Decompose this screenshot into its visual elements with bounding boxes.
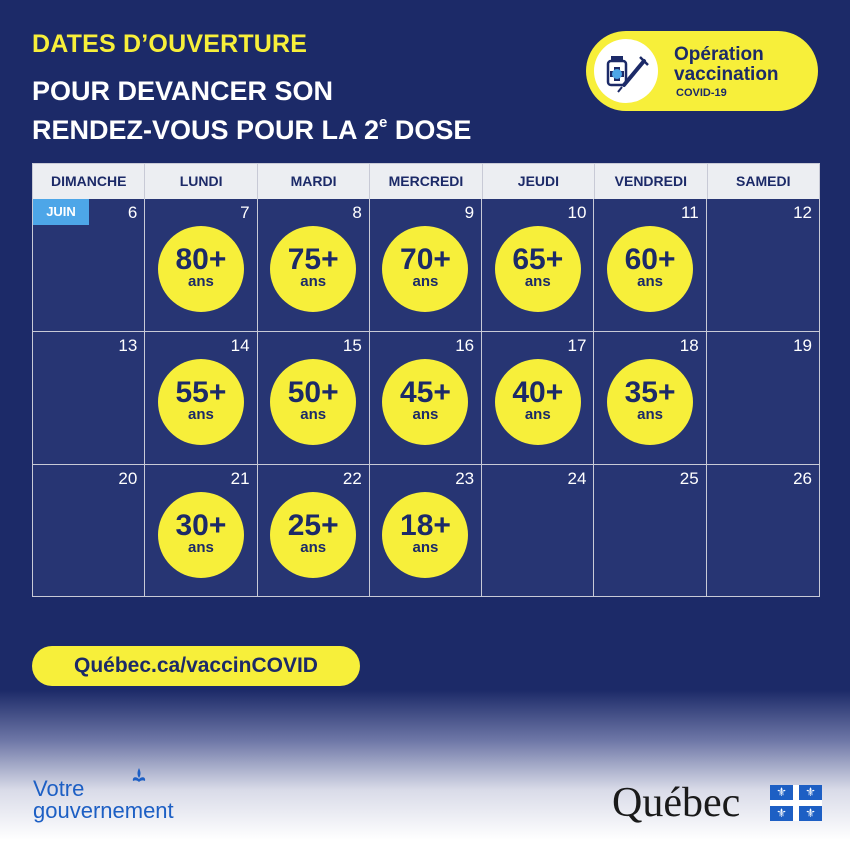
calendar-day-cell: [370, 464, 482, 596]
calendar-day-cell: [370, 331, 482, 463]
calendar-day-cell: [594, 464, 706, 596]
headline-line-2-text: RENDEZ-VOUS POUR LA 2: [32, 115, 380, 145]
badge-line-3: COVID-19: [676, 87, 727, 99]
day-number: 15: [342, 336, 362, 356]
calendar-day-cell: [594, 331, 706, 463]
calendar-day-cell: [707, 331, 819, 463]
age-group-badge: [158, 359, 244, 445]
day-number: 26: [793, 468, 812, 488]
day-number: 24: [567, 468, 587, 488]
calendar-day-cell: [482, 464, 594, 596]
day-number: 18: [679, 336, 699, 356]
age-unit: ans: [637, 406, 663, 424]
age-unit: ans: [412, 406, 439, 424]
calendar-day-cell: [707, 199, 819, 331]
age-threshold: 25+: [287, 508, 339, 542]
headline-line-1: POUR DEVANCER SON: [32, 76, 334, 106]
age-threshold: 70+: [400, 243, 451, 276]
fleur-de-lis-icon: [131, 768, 147, 788]
day-number: 17: [567, 336, 587, 356]
badge-line-1: Opération: [674, 44, 764, 65]
day-number: 16: [455, 336, 475, 356]
day-number: 23: [455, 468, 475, 488]
day-number: 11: [681, 203, 699, 222]
age-unit: ans: [187, 273, 214, 290]
calendar-day-cell: [482, 331, 594, 463]
page-headline: [32, 74, 471, 147]
badge-line-2: vaccination: [674, 64, 779, 85]
calendar-day-cell: [258, 464, 370, 596]
vaccine-vial-syringe-icon: [594, 39, 658, 103]
age-threshold: 55+: [175, 376, 227, 410]
age-group-badge: [495, 226, 581, 312]
calendar-day-cell: [145, 464, 257, 596]
calendar-day-cell: [33, 464, 145, 596]
kicker-title: DATES D’OUVERTURE: [32, 30, 308, 58]
age-unit: ans: [187, 538, 214, 556]
day-number: 20: [118, 468, 138, 488]
age-unit: ans: [412, 273, 439, 290]
age-group-badge: [270, 226, 356, 312]
age-threshold: 65+: [512, 243, 564, 276]
weekday-wednesday: MERCREDI: [370, 164, 482, 199]
age-group-badge: [158, 226, 244, 312]
age-unit: ans: [187, 406, 214, 424]
age-threshold: 35+: [624, 376, 676, 410]
calendar-day-cell: [707, 464, 819, 596]
calendar-day-cell: [482, 199, 594, 331]
age-unit: ans: [637, 273, 663, 290]
day-number: 21: [230, 468, 250, 488]
age-threshold: 45+: [400, 376, 451, 410]
calendar-day-cell: [145, 331, 257, 463]
operation-vaccination-badge: [586, 31, 818, 111]
quebec-flag-icon: ⚜ ⚜ ⚜ ⚜: [770, 785, 822, 821]
day-number: 12: [793, 203, 812, 222]
age-group-badge: [607, 226, 693, 312]
day-number: 7: [240, 203, 250, 222]
gov-logo-line-2: gouvernement: [33, 798, 174, 823]
age-group-badge: [158, 492, 244, 578]
day-number: 6: [127, 203, 138, 222]
day-number: 25: [679, 468, 699, 488]
vaccine-info-link[interactable]: Québec.ca/vaccinCOVID: [32, 646, 360, 686]
age-group-badge: [270, 492, 356, 578]
weekday-friday: VENDREDI: [595, 164, 707, 199]
age-unit: ans: [300, 273, 327, 290]
day-number: 14: [230, 336, 250, 356]
age-threshold: 18+: [400, 508, 451, 542]
day-number: 8: [352, 203, 362, 222]
age-group-badge: [382, 492, 468, 578]
day-number: 10: [567, 203, 587, 222]
day-number: 9: [464, 203, 475, 222]
age-unit: ans: [524, 406, 551, 424]
age-threshold: 60+: [624, 243, 676, 276]
votre-gouvernement-logo: [33, 778, 174, 822]
age-threshold: 50+: [287, 376, 339, 410]
calendar-weekday-header: [33, 164, 819, 199]
age-group-badge: [382, 359, 468, 445]
day-number: 13: [118, 336, 138, 356]
calendar-day-cell: [145, 199, 257, 331]
headline-line-2: [32, 108, 471, 147]
age-threshold: 80+: [175, 243, 227, 276]
calendar-day-cell: [370, 199, 482, 331]
age-unit: ans: [524, 273, 551, 290]
weekday-monday: LUNDI: [145, 164, 257, 199]
weekday-thursday: JEUDI: [483, 164, 595, 199]
calendar-day-cell: [594, 199, 706, 331]
age-unit: ans: [412, 538, 439, 556]
age-unit: ans: [300, 538, 327, 556]
age-group-badge: [270, 359, 356, 445]
month-tag: JUIN: [33, 199, 89, 225]
day-number: 19: [793, 336, 812, 356]
calendar-day-cell: [33, 199, 145, 331]
calendar-day-cell: [33, 331, 145, 463]
calendar: [32, 163, 820, 597]
weekday-tuesday: MARDI: [258, 164, 370, 199]
age-group-badge: [495, 359, 581, 445]
weekday-sunday: DIMANCHE: [33, 164, 145, 199]
calendar-grid: [33, 199, 819, 596]
calendar-day-cell: [258, 331, 370, 463]
quebec-wordmark: Québec: [612, 780, 741, 826]
headline-line-2-end: DOSE: [387, 115, 472, 145]
weekday-saturday: SAMEDI: [736, 173, 791, 189]
age-group-badge: [607, 359, 693, 445]
gov-logo-line-1: Votre: [33, 776, 85, 801]
age-group-badge: [382, 226, 468, 312]
day-number: 22: [342, 468, 362, 488]
headline-superscript: e: [379, 114, 388, 131]
calendar-day-cell: [258, 199, 370, 331]
age-unit: ans: [300, 406, 327, 424]
age-threshold: 30+: [175, 508, 227, 542]
age-threshold: 40+: [512, 376, 564, 410]
age-threshold: 75+: [287, 243, 339, 276]
